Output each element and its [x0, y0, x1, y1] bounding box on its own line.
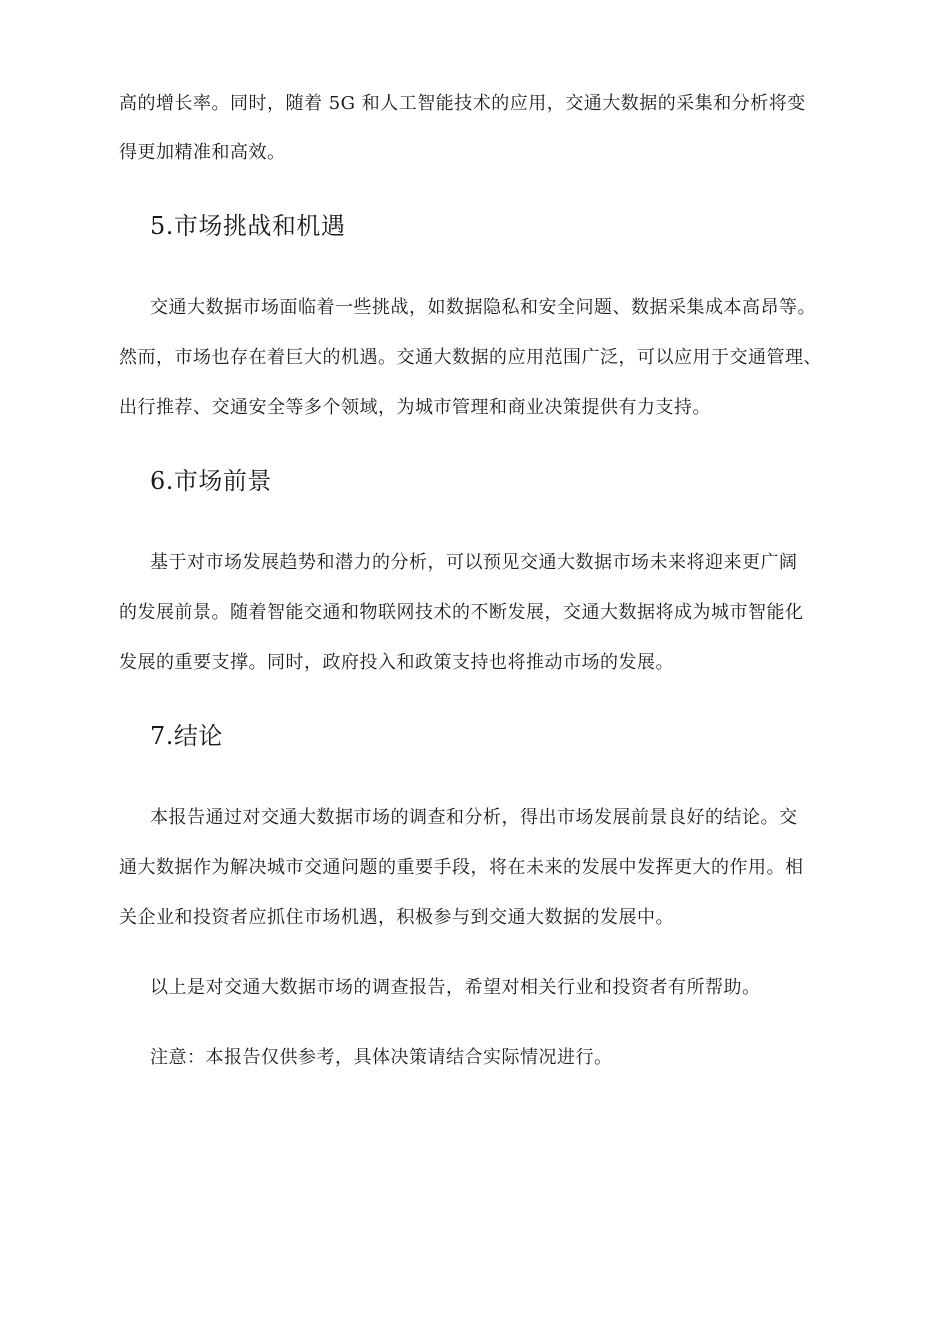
paragraph-line: 本报告通过对交通大数据市场的调查和分析，得出市场发展前景良好的结论。交 — [150, 807, 798, 828]
paragraph-line: 通大数据作为解决城市交通问题的重要手段，将在未来的发展中发挥更大的作用。相 — [119, 857, 804, 878]
paragraph-line: 交通大数据市场面临着一些挑战，如数据隐私和安全问题、数据采集成本高昂等。 — [150, 297, 816, 318]
paragraph-line: 的发展前景。随着智能交通和物联网技术的不断发展，交通大数据将成为城市智能化 — [119, 602, 804, 623]
paragraph-line: 基于对市场发展趋势和潜力的分析，可以预见交通大数据市场未来将迎来更广阔 — [150, 552, 798, 573]
paragraph-line: 发展的重要支撑。同时，政府投入和政策支持也将推动市场的发展。 — [119, 652, 674, 673]
section-heading-6: 6.市场前景 — [150, 467, 272, 495]
paragraph-line: 得更加精准和高效。 — [119, 142, 286, 163]
section-heading-7: 7.结论 — [150, 722, 223, 750]
paragraph-line: 然而，市场也存在着巨大的机遇。交通大数据的应用范围广泛，可以应用于交通管理、 — [119, 347, 822, 368]
paragraph-line: 出行推荐、交通安全等多个领域，为城市管理和商业决策提供有力支持。 — [119, 397, 711, 418]
section-heading-5: 5.市场挑战和机遇 — [150, 212, 346, 240]
paragraph-line: 高的增长率。同时，随着 5G 和人工智能技术的应用，交通大数据的采集和分析将变 — [119, 93, 806, 114]
paragraph-line: 关企业和投资者应抓住市场机遇，积极参与到交通大数据的发展中。 — [119, 907, 674, 928]
note-paragraph: 注意：本报告仅供参考，具体决策请结合实际情况进行。 — [150, 1047, 613, 1068]
closing-paragraph: 以上是对交通大数据市场的调查报告，希望对相关行业和投资者有所帮助。 — [150, 977, 761, 998]
